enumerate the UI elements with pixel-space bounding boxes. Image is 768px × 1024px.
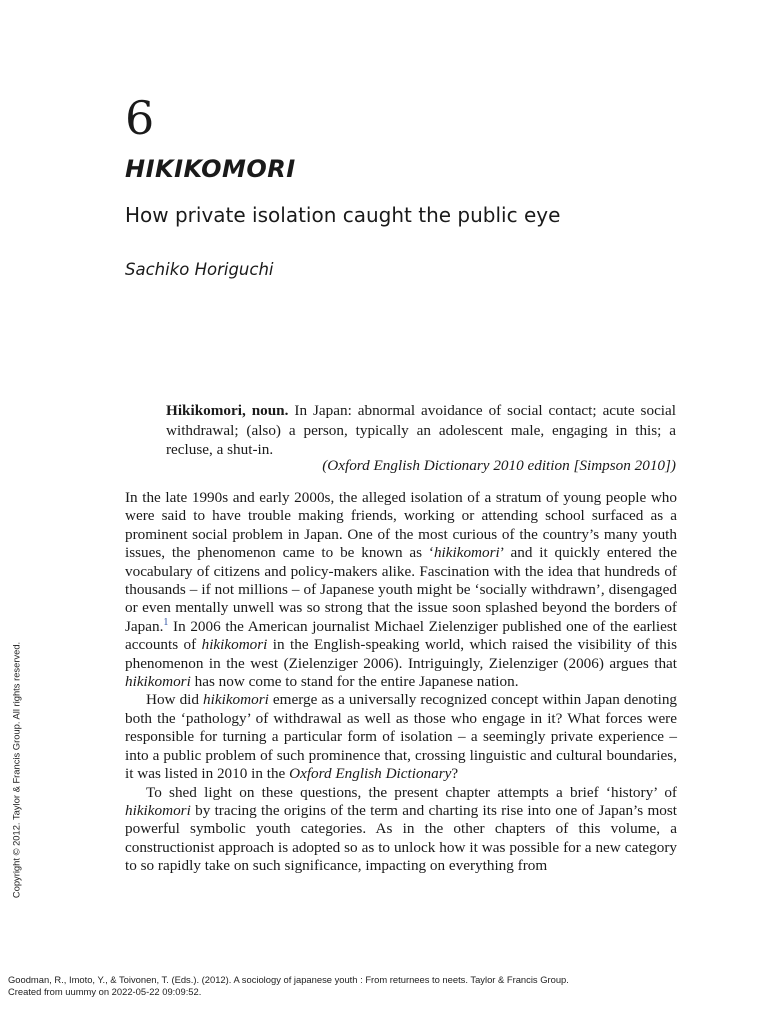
- chapter-title: HIKIKOMORI: [125, 155, 296, 183]
- chapter-number: 6: [125, 91, 155, 145]
- text-run: In 2006 the American journalist Michael Zielenziger published one of the earliest accounts of: [125, 617, 677, 654]
- italic-term: hikikomori: [433, 544, 500, 562]
- epigraph: [166, 401, 676, 460]
- italic-term: hikikomori: [125, 801, 191, 819]
- footer-created: Created from uummy on 2022-05-22 09:09:52.: [8, 986, 202, 997]
- epigraph-source: (Oxford English Dictionary 2010 edition [Simpson 2010]): [322, 457, 676, 474]
- italic-term: hikikomori: [203, 691, 269, 709]
- text-run: To shed light on these questions, the present chapter attempts a brief ‘history’ of: [146, 783, 677, 801]
- epigraph-definition: In Japan: abnormal avoidance of social contact; acute social withdrawal; (also) a person, typically an adolescent male, engaging in this; a recluse, a shut-in.: [166, 402, 676, 458]
- italic-term: hikikomori: [201, 636, 268, 654]
- copyright-side-note: [10, 641, 22, 899]
- text-run: in the English-speaking world, which raised the visibility of this phenomenon in the west (Zielenziger 2006). Intriguingly, Zielenziger (2006) argues that: [125, 636, 677, 672]
- copyright-text: Copyright © 2012. Taylor & Francis Group. All rights reserved.: [10, 641, 22, 899]
- text-run: How did: [146, 691, 204, 709]
- body-text: [125, 489, 677, 876]
- chapter-subtitle: How private isolation caught the public eye: [125, 203, 561, 227]
- epigraph-headword: Hikikomori, noun.: [166, 402, 289, 419]
- footnote-link[interactable]: 1: [163, 616, 169, 628]
- footer: [8, 974, 569, 998]
- text-run: emerge as a universally recognized concept within Japan denoting both the ‘pathology’ of withdrawal as well as those who engage in it? What forces were responsible for turning a particular form of isolation – a seemingly private experience – into a public problem of such prominence that, crossing linguistic and cultural boundaries, it was listed in 2010 in the: [125, 691, 678, 783]
- italic-term: hikikomori: [125, 673, 191, 691]
- footer-citation: Goodman, R., Imoto, Y., & Toivonen, T. (Eds.). (2012). A sociology of japanese youth : From returnees to neets. Taylor & Francis Group.: [8, 974, 569, 985]
- italic-term: Oxford English Dictionary: [289, 765, 452, 783]
- chapter-author: Sachiko Horiguchi: [125, 260, 274, 279]
- text-run: In the late 1990s and early 2000s, the alleged isolation of a stratum of young people who were said to have trouble making friends, working or attending school surfaced as a prominent social problem in Japan. One of the most curious of the country’s many youth issues, the phenomenon came to be known as ‘: [125, 489, 677, 562]
- text-run: has now come to stand for the entire Japanese nation.: [190, 673, 519, 691]
- text-run: by tracing the origins of the term and charting its rise into one of Japan’s most powerful symbolic youth categories. As in the other chapters of this volume, a constructionist approach is adopted so as to unlock how it was possible for a new category to so rapidly take on such significance, impacting on everything from: [125, 801, 677, 875]
- paragraph-1: [125, 489, 677, 691]
- paragraph-3: [125, 784, 677, 876]
- paragraph-2: [125, 691, 677, 783]
- text-run: ’ and it quickly entered the vocabulary of citizens and policy-makers alike. Fascination with the idea that hundreds of thousands – if not millions – of Japanese youth might be ‘socially withdrawn’, disengaged or even mentally unwell was so strong that the issue soon splashed beyond the borders of Japan.: [125, 544, 677, 635]
- text-run: ?: [451, 765, 459, 783]
